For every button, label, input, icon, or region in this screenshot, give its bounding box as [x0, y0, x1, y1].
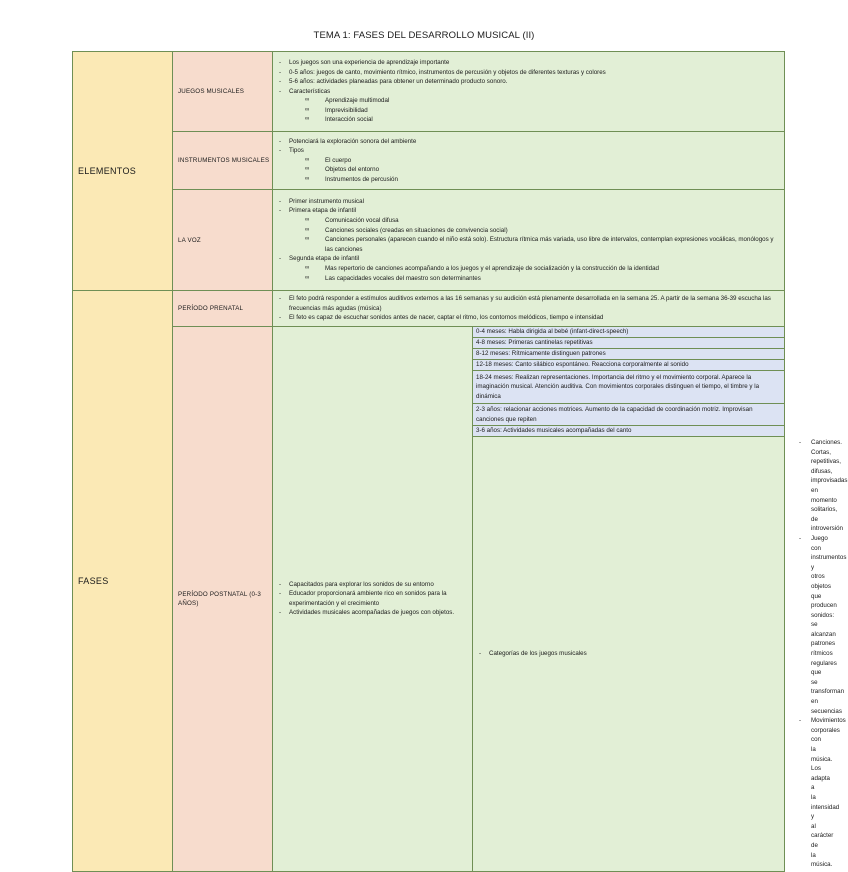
list-item: - Capacitados para explorar los sonidos de su entorno	[277, 580, 469, 590]
subsection-voz	[173, 190, 273, 291]
list-item: ∞ Instrumentos de percusión	[277, 175, 781, 185]
juegos-list	[277, 58, 781, 125]
list-item: ∞ Comunicación vocal difusa	[277, 216, 781, 226]
section-elementos	[73, 52, 173, 291]
list-item: ∞ Aprendizaje multimodal	[277, 96, 781, 106]
list-item: - Tipos	[277, 146, 781, 156]
subsection-instrumentos	[173, 132, 273, 190]
voz-list	[277, 197, 781, 283]
section-elementos-label: ELEMENTOS	[78, 166, 137, 176]
age-row: 12-18 meses: Canto silábico espontáneo. Reacciona corporalmente al sonido	[473, 360, 785, 371]
age-row: 3-6 años: Actividades musicales acompañadas del canto	[473, 426, 785, 437]
list-item: ∞ Interacción social	[277, 115, 781, 125]
row-voz	[73, 190, 785, 291]
age-row: 4-8 meses: Primeras cantinelas repetitivas	[473, 338, 785, 349]
instrumentos-content	[273, 132, 785, 190]
list-item: - El feto es capaz de escuchar sonidos antes de nacer, captar el ritmo, los contornos melódicos, tiempo e intensidad	[277, 313, 781, 323]
age-row: 18-24 meses: Realizan representaciones. Importancia del ritmo y el movimiento corporal. Aparece la imaginación musical. Atención auditiva. Con movimientos corporales distinguen el tiempo, el timbre y la dinámica	[473, 371, 785, 404]
prenatal-list	[277, 294, 781, 323]
instrumentos-list	[277, 137, 781, 185]
phases-table	[72, 51, 848, 872]
list-item: ∞ Mas repertorio de canciones acompañando a los juegos y el aprendizaje de socialización y la construcción de la identidad	[277, 264, 781, 274]
list-item: - Juego con instrumentos y otros objetos que producen sonidos: se alcanzan patrones rítmicos regulares que se transforman en secuencias	[789, 534, 811, 716]
subsection-voz-label: LA VOZ	[178, 236, 201, 244]
section-fases	[73, 291, 173, 872]
list-item: - 0-5 años: juegos de canto, movimiento rítmico, instrumentos de percusión y objetos de diferentes texturas y colores	[277, 68, 781, 78]
row-prenatal	[73, 291, 785, 327]
subsection-postnatal-label: PERÍODO POSTNATAL (0-3 AÑOS)	[178, 590, 262, 607]
section-fases-label: FASES	[78, 575, 109, 586]
page-title: TEMA 1: FASES DEL DESARROLLO MUSICAL (II)	[313, 30, 535, 41]
list-item: - Primera etapa de infantil	[277, 206, 781, 216]
row-instrumentos	[73, 132, 785, 190]
categorias-label-cell	[473, 437, 785, 872]
list-item: - Los juegos son una experiencia de aprendizaje importante	[277, 58, 781, 68]
list-item: - Primer instrumento musical	[277, 197, 781, 207]
list-item: - Canciones. Cortas, repetitivas, difusas, improvisadas en momento solitarios, de introversión	[789, 438, 811, 534]
list-item: ∞ Canciones sociales (creadas en situaciones de convivencia social)	[277, 226, 781, 236]
juegos-content	[273, 52, 785, 132]
list-item: - Movimientos corporales con la música. Los adapta a la intensidad y al carácter de la música.	[789, 716, 811, 870]
list-item: ∞ Objetos del entorno	[277, 165, 781, 175]
list-item: - El feto podrá responder a estímulos auditivos externos a las 16 semanas y su audición está plenamente desarrollada en la semana 25. A partir de la semana 36-39 escucha las frecuencias más agudas (música)	[277, 294, 781, 313]
age-row: 2-3 años: relacionar acciones motrices. Aumento de la capacidad de coordinación motriz. Improvisan canciones que repiten	[473, 404, 785, 426]
list-item: ∞ Canciones personales (aparecen cuando el niño está solo). Estructura rítmica más variada, uso libre de intervalos, contemplan expresiones vocálicas, monólogos y las canciones	[277, 235, 781, 254]
prenatal-content	[273, 291, 785, 327]
list-item: ∞ Las capacidades vocales del maestro son determinantes	[277, 274, 781, 284]
list-item: - Potenciará la exploración sonora del ambiente	[277, 137, 781, 147]
subsection-juegos	[173, 52, 273, 132]
age-row: 8-12 meses: Rítmicamente distinguen patrones	[473, 349, 785, 360]
subsection-prenatal-label: PERÍODO PRENATAL	[178, 305, 244, 312]
list-item: ∞ Imprevisibilidad	[277, 106, 781, 116]
voz-content	[273, 190, 785, 291]
categorias-label: - Categorías de los juegos musicales	[477, 649, 781, 659]
list-item: ∞ El cuerpo	[277, 156, 781, 166]
row-age-0	[73, 327, 785, 338]
list-item: - Educador proporcionará ambiente rico en sonidos para la experimentación y el crecimiento	[277, 589, 469, 608]
subsection-instrumentos-label: INSTRUMENTOS MUSICALES	[178, 157, 270, 164]
list-item: - 5-6 años: actividades planeadas para obtener un determinado producto sonoro.	[277, 77, 781, 87]
row-juegos	[73, 52, 785, 132]
subsection-juegos-label: JUEGOS MUSICALES	[178, 88, 245, 95]
list-item: - Características	[277, 87, 781, 97]
list-item: - Segunda etapa de infantil	[277, 254, 781, 264]
subsection-prenatal	[173, 291, 273, 327]
list-item: - Actividades musicales acompañadas de juegos con objetos.	[277, 608, 469, 618]
age-row: 0-4 meses: Habla dirigida al bebé (infant-direct-speech)	[473, 327, 785, 338]
